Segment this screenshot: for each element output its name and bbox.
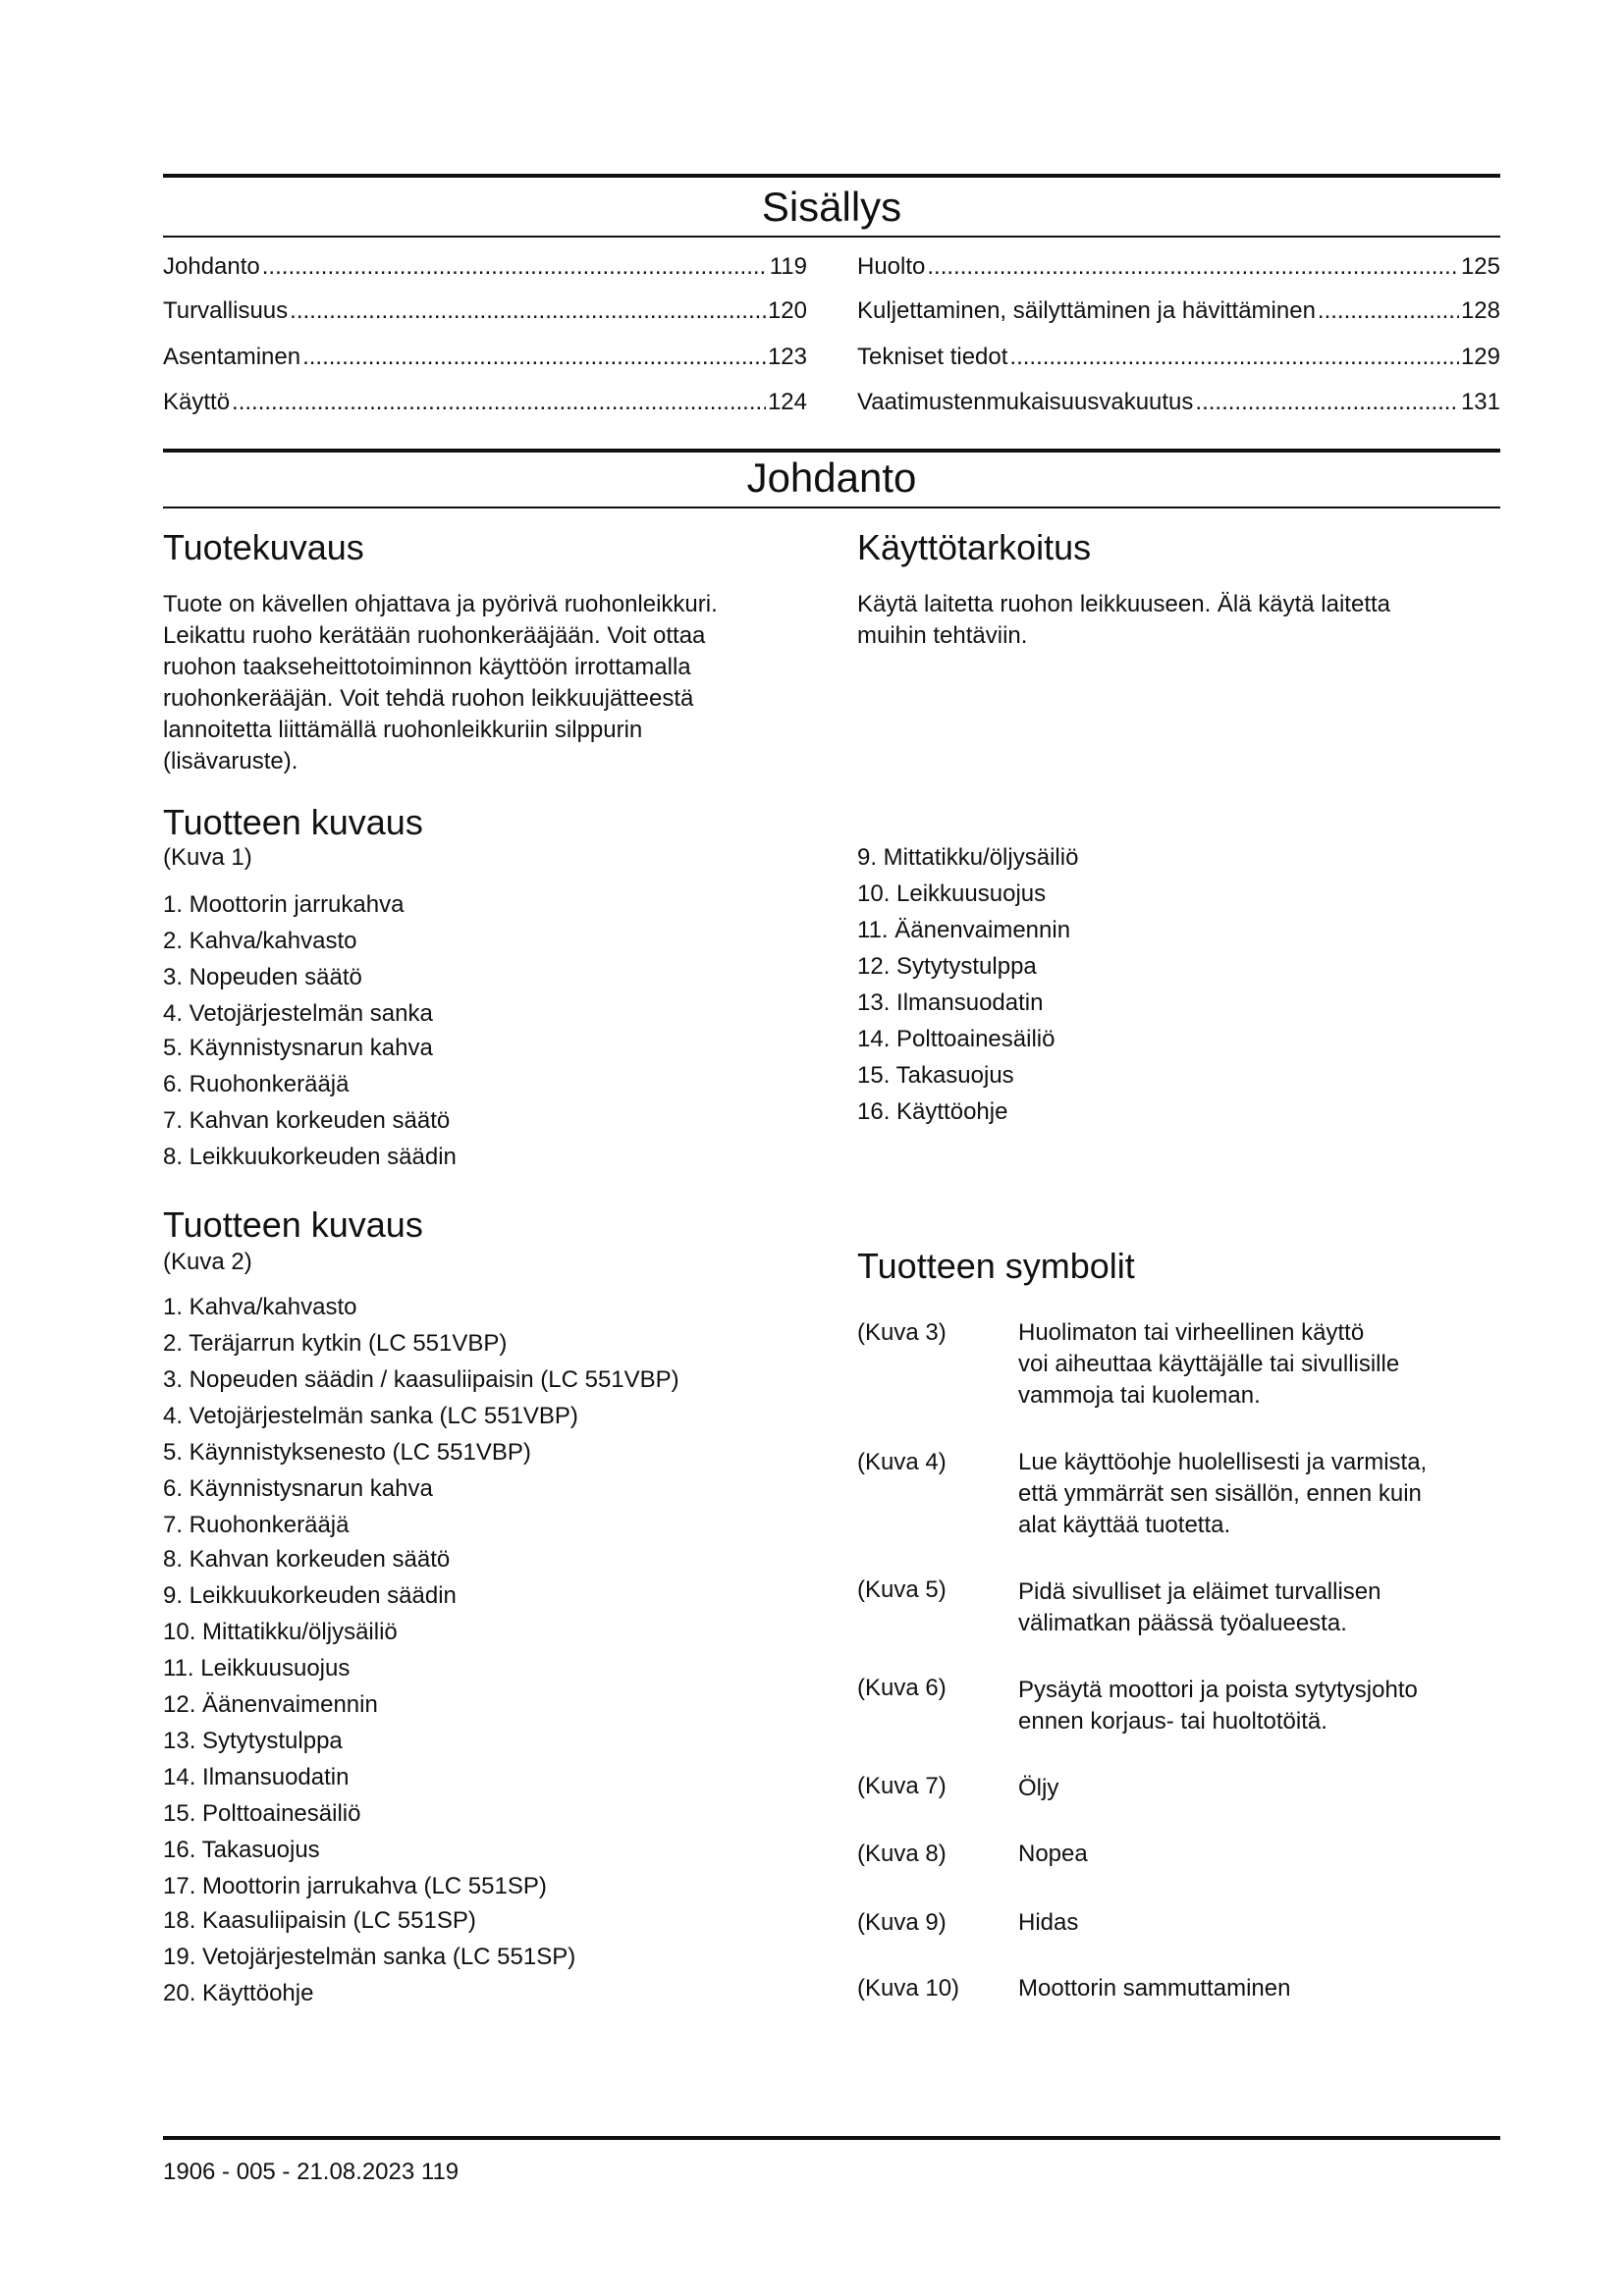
list-item: 9. Leikkuukorkeuden säädin [163, 1582, 457, 1609]
list-item: 20. Käyttöohje [163, 1980, 314, 2006]
toc-title: Sisällys [761, 184, 902, 230]
toc-entry-huolto[interactable]: Huolto ..... 125 [857, 252, 1500, 282]
symbol-ref-kuva-5: (Kuva 5) [857, 1576, 947, 1603]
list-item: 3. Nopeuden säätö [163, 964, 362, 990]
list-item: 13. Ilmansuodatin [857, 989, 1044, 1016]
footer-rule [163, 2136, 1500, 2140]
intro-title-rule [163, 507, 1500, 508]
toc-entry-kaytto[interactable]: Käyttö ..... 124 [163, 388, 807, 417]
symbol-ref-kuva-6: (Kuva 6) [857, 1675, 947, 1701]
list-item: 16. Käyttöohje [857, 1098, 1008, 1125]
kayttotarkoitus-heading: Käyttötarkoitus [857, 527, 1092, 567]
list-item: 11. Äänenvaimennin [857, 917, 1071, 943]
toc-leader [232, 388, 766, 417]
toc-entry-turvallisuus[interactable]: Turvallisuus ..... 120 [163, 296, 807, 326]
symbol-text-kuva-8: Nopea [1018, 1841, 1088, 1867]
list-item: 16. Takasuojus [163, 1837, 320, 1863]
symbol-text-kuva-4: Lue käyttöohje huolellisesti ja varmista, että ymmärrät sen sisällön, ennen kuin alat käyttää tuotetta. [1018, 1449, 1428, 1538]
toc-leader [1195, 388, 1459, 417]
tuotekuvaus-text: Tuote on kävellen ohjattava ja pyörivä ruohonleikkuri. Leikattu ruoho kerätään ruohonkerääjään. Voit ottaa ruohon taakseheittotoiminnon käyttöön irrottamalla ruohonkerääjän. Voit tehdä ruohon leikkuujätteestä lannoitetta liittämällä ruohonleikkuriin silppurin (lisävaruste). [163, 591, 718, 774]
page-footer: 1906 - 005 - 21.08.2023 119 [163, 2159, 460, 2185]
list-item: 12. Sytytystulppa [857, 953, 1037, 980]
list-item: 5. Käynnistyksenesto (LC 551VBP) [163, 1439, 531, 1466]
kuvaus2-figure-ref: (Kuva 2) [163, 1249, 252, 1275]
list-item: 3. Nopeuden säädin / kaasuliipaisin (LC 551VBP) [163, 1366, 679, 1393]
list-item: 17. Moottorin jarrukahva (LC 551SP) [163, 1873, 547, 1899]
symbol-ref-kuva-9: (Kuva 9) [857, 1909, 947, 1936]
toc-entry-kuljettaminen[interactable]: Kuljettaminen, säilyttäminen ja hävittäminen ..... 128 [857, 296, 1500, 326]
symbolit-heading: Tuotteen symbolit [857, 1246, 1135, 1286]
symbol-ref-kuva-7: (Kuva 7) [857, 1773, 947, 1799]
symbol-text-kuva-5: Pidä sivulliset ja eläimet turvallisen välimatkan päässä työalueesta. [1018, 1578, 1381, 1636]
toc-title-rule [163, 236, 1500, 238]
list-item: 7. Ruohonkerääjä [163, 1512, 350, 1538]
toc-entry-johdanto[interactable]: Johdanto ..... 119 [163, 252, 807, 282]
list-item: 15. Takasuojus [857, 1062, 1014, 1089]
toc-entry-asentaminen[interactable]: Asentaminen ..... 123 [163, 343, 807, 372]
symbol-text-kuva-9: Hidas [1018, 1909, 1079, 1936]
list-item: 8. Leikkuukorkeuden säädin [163, 1144, 457, 1170]
list-item: 12. Äänenvaimennin [163, 1691, 378, 1718]
list-item: 4. Vetojärjestelmän sanka (LC 551VBP) [163, 1403, 578, 1429]
tuotekuvaus-heading: Tuotekuvaus [163, 527, 364, 567]
intro-title: Johdanto [746, 454, 917, 501]
toc-leader [290, 296, 766, 326]
symbol-ref-kuva-10: (Kuva 10) [857, 1975, 960, 2002]
list-item: 13. Sytytystulppa [163, 1728, 343, 1754]
list-item: 8. Kahvan korkeuden säätö [163, 1546, 451, 1573]
symbol-ref-kuva-8: (Kuva 8) [857, 1841, 947, 1867]
list-item: 1. Moottorin jarrukahva [163, 891, 405, 918]
kuvaus1-figure-ref: (Kuva 1) [163, 844, 252, 871]
list-item: 9. Mittatikku/öljysäiliö [857, 844, 1079, 871]
list-item: 11. Leikkuusuojus [163, 1655, 351, 1682]
symbol-text-kuva-6: Pysäytä moottori ja poista sytytysjohto ennen korjaus- tai huoltotöitä. [1018, 1677, 1418, 1735]
list-item: 10. Leikkuusuojus [857, 881, 1047, 907]
toc-entry-vaatimustenmukaisuus[interactable]: Vaatimustenmukaisuusvakuutus ..... 131 [857, 388, 1500, 417]
list-item: 18. Kaasuliipaisin (LC 551SP) [163, 1907, 476, 1934]
symbol-text-kuva-7: Öljy [1018, 1775, 1059, 1801]
toc-leader [927, 252, 1459, 282]
toc-leader [1318, 296, 1459, 326]
list-item: 7. Kahvan korkeuden säätö [163, 1107, 451, 1134]
kuvaus2-heading: Tuotteen kuvaus [163, 1204, 423, 1245]
list-item: 19. Vetojärjestelmän sanka (LC 551SP) [163, 1944, 576, 1970]
toc-leader [262, 252, 768, 282]
list-item: 6. Käynnistysnarun kahva [163, 1475, 433, 1502]
symbol-text-kuva-3: Huolimaton tai virheellinen käyttö voi aiheuttaa käyttäjälle tai sivullisille vammoja tai kuoleman. [1018, 1319, 1400, 1409]
toc-top-rule [163, 174, 1500, 178]
symbol-ref-kuva-3: (Kuva 3) [857, 1319, 947, 1346]
intro-top-rule [163, 449, 1500, 453]
list-item: 14. Ilmansuodatin [163, 1764, 350, 1790]
toc-leader [1009, 343, 1459, 372]
symbol-text-kuva-10: Moottorin sammuttaminen [1018, 1975, 1291, 2002]
list-item: 5. Käynnistysnarun kahva [163, 1035, 433, 1061]
list-item: 10. Mittatikku/öljysäiliö [163, 1619, 398, 1645]
list-item: 2. Kahva/kahvasto [163, 928, 357, 954]
list-item: 1. Kahva/kahvasto [163, 1294, 357, 1320]
toc-leader [302, 343, 766, 372]
list-item: 2. Teräjarrun kytkin (LC 551VBP) [163, 1330, 508, 1357]
symbol-ref-kuva-4: (Kuva 4) [857, 1449, 947, 1475]
kayttotarkoitus-text: Käytä laitetta ruohon leikkuuseen. Älä käytä laitetta muihin tehtäviin. [857, 591, 1390, 649]
list-item: 6. Ruohonkerääjä [163, 1071, 350, 1097]
toc-entry-tekniset-tiedot[interactable]: Tekniset tiedot ..... 129 [857, 343, 1500, 372]
list-item: 14. Polttoainesäiliö [857, 1026, 1056, 1052]
list-item: 4. Vetojärjestelmän sanka [163, 1000, 433, 1027]
kuvaus1-heading: Tuotteen kuvaus [163, 802, 423, 842]
list-item: 15. Polttoainesäiliö [163, 1800, 361, 1827]
